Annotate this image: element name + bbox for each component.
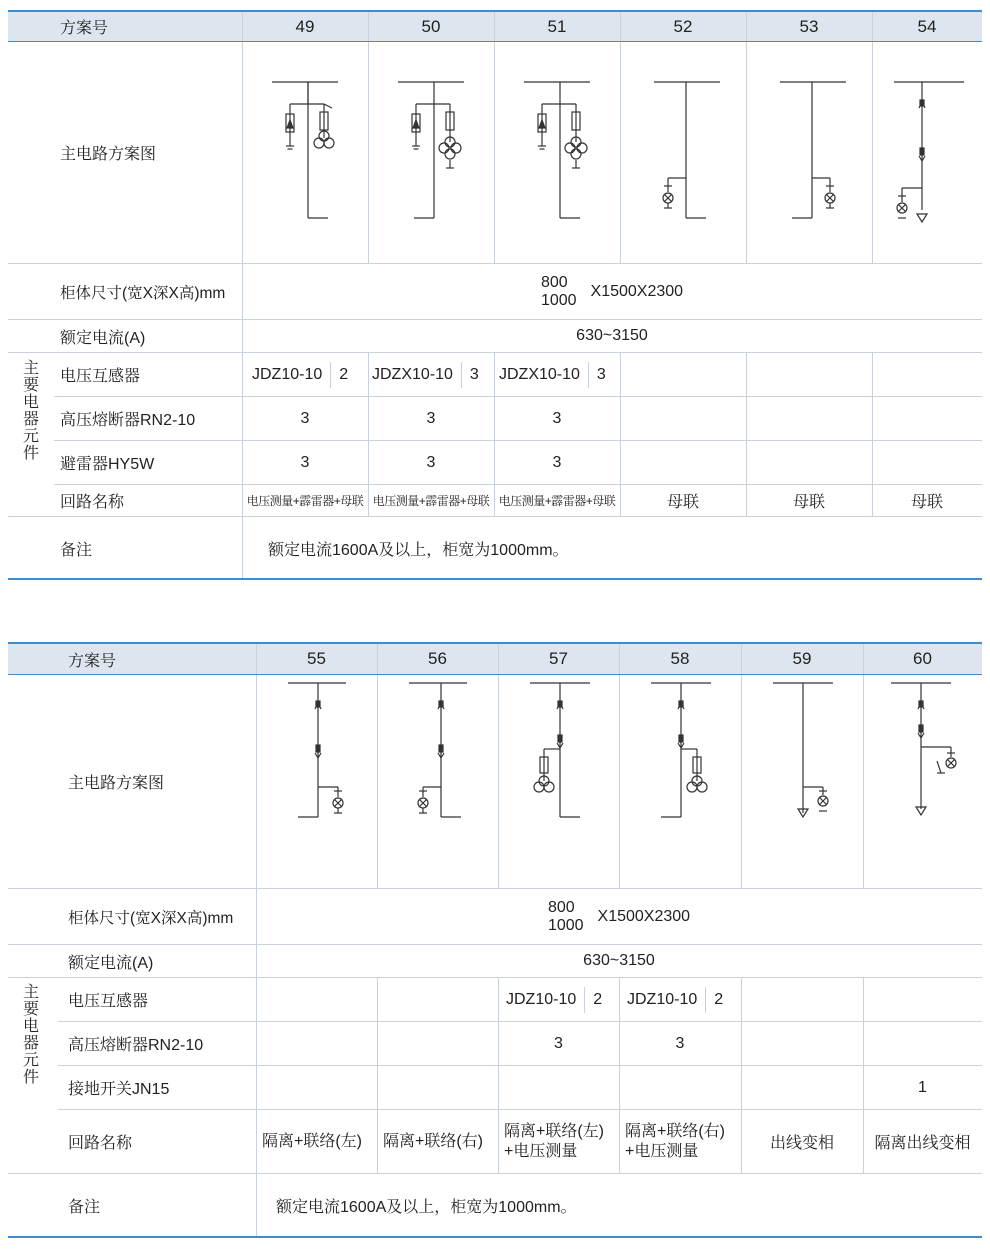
circuit-diagram-51 xyxy=(494,42,620,264)
arrester-qty: 3 xyxy=(426,453,436,471)
header-label: 方案号 xyxy=(68,652,117,670)
current-value: 630~3150 xyxy=(576,327,648,344)
pt-cell: JDZX10-10 3 xyxy=(372,353,494,396)
circuit-diagram-49 xyxy=(242,42,368,264)
earth-switch-label: 接地开关JN15 xyxy=(68,1081,170,1098)
diagram-row xyxy=(8,675,982,889)
header-label: 方案号 xyxy=(60,20,109,37)
circuit-name: 母联 xyxy=(666,494,699,511)
size-label: 柜体尺寸(宽X深X高)mm xyxy=(60,284,226,302)
circuit-diagram-53 xyxy=(746,42,872,264)
circuit-name: 隔离+联络(右) xyxy=(383,1132,484,1150)
scheme-number: 54 xyxy=(917,16,937,36)
group-label: 主 要 电 器 元 件 xyxy=(22,360,39,462)
current-row xyxy=(8,945,982,978)
scheme-number: 57 xyxy=(549,649,568,668)
scheme-number: 56 xyxy=(428,649,447,668)
size-width-800: 800 xyxy=(547,898,575,916)
size-row xyxy=(8,264,982,320)
pt-cell: JDZ10-10 2 xyxy=(252,353,368,396)
fuse-row xyxy=(54,397,982,441)
remark-row xyxy=(8,517,982,579)
remark-text: 额定电流1600A及以上，柜宽为1000mm。 xyxy=(276,1198,577,1216)
circuit-name: 电压测量+霹雷器+母联 xyxy=(498,494,616,508)
scheme-table-1 xyxy=(8,10,982,580)
circuit-name: 电压测量+霹雷器+母联 xyxy=(372,494,490,508)
size-value xyxy=(256,889,982,944)
diagram-label: 主电路方案图 xyxy=(60,146,157,163)
size-depth-height: X1500X2300 xyxy=(590,282,684,300)
arrester-row xyxy=(54,441,982,485)
remark-row xyxy=(8,1174,982,1236)
circuit-row xyxy=(8,1110,982,1174)
fuse-qty: 3 xyxy=(675,1034,685,1052)
circuit-diagram-58 xyxy=(619,675,741,889)
circuit-diagram-60 xyxy=(863,675,982,889)
circuit-label: 回路名称 xyxy=(68,1135,133,1152)
pt-label: 电压互感器 xyxy=(60,368,141,385)
scheme-number: 50 xyxy=(421,16,441,36)
current-value: 630~3150 xyxy=(583,952,655,969)
circuit-name: 隔离+联络(左) +电压测量 xyxy=(504,1122,605,1160)
current-label: 额定电流(A) xyxy=(68,954,154,972)
pt-cell: JDZX10-10 3 xyxy=(499,353,620,396)
circuit-name: 母联 xyxy=(792,494,825,511)
size-width-1000: 1000 xyxy=(540,291,577,309)
arrester-qty: 3 xyxy=(300,453,310,471)
circuit-diagram-50 xyxy=(368,42,494,264)
earth-switch-qty: 1 xyxy=(918,1078,927,1096)
remark-label: 备注 xyxy=(60,541,93,559)
circuit-diagram-55 xyxy=(256,675,377,889)
fuse-label: 高压熔断器RN2-10 xyxy=(68,1037,204,1054)
scheme-table-2 xyxy=(8,642,982,1238)
scheme-number: 52 xyxy=(673,16,693,36)
earth-switch-row xyxy=(58,1066,982,1110)
group-label: 主 要 电 器 元 件 xyxy=(22,984,39,1086)
arrester-qty: 3 xyxy=(552,453,562,471)
fuse-label: 高压熔断器RN2-10 xyxy=(60,412,196,429)
scheme-number: 49 xyxy=(295,16,315,36)
circuit-diagram-56 xyxy=(377,675,498,889)
pt-cell: JDZ10-10 2 xyxy=(506,978,619,1021)
remark-text: 额定电流1600A及以上，柜宽为1000mm。 xyxy=(268,541,569,559)
fuse-qty: 3 xyxy=(552,409,562,427)
circuit-diagram-59 xyxy=(741,675,863,889)
header-row xyxy=(8,642,982,675)
circuit-diagram-52 xyxy=(620,42,746,264)
scheme-number: 55 xyxy=(307,649,326,668)
circuit-name: 隔离出线变相 xyxy=(874,1135,971,1152)
diagram-row xyxy=(8,42,982,264)
circuit-name: 出线变相 xyxy=(769,1135,834,1152)
pt-row xyxy=(54,353,982,397)
remark-label: 备注 xyxy=(68,1198,101,1216)
scheme-number: 60 xyxy=(913,649,932,668)
circuit-name: 隔离+联络(右) +电压测量 xyxy=(625,1122,726,1160)
size-width-1000: 1000 xyxy=(547,916,584,934)
fuse-qty: 3 xyxy=(426,409,436,427)
header-row xyxy=(8,10,982,42)
current-label: 额定电流(A) xyxy=(60,329,146,347)
circuit-name: 母联 xyxy=(910,494,943,511)
scheme-number: 59 xyxy=(792,649,812,668)
scheme-number: 53 xyxy=(799,16,819,36)
pt-cell: JDZ10-10 2 xyxy=(627,978,741,1021)
scheme-number: 58 xyxy=(670,649,690,668)
size-width-800: 800 xyxy=(540,273,568,291)
circuit-diagram-57 xyxy=(498,675,619,889)
circuit-name: 隔离+联络(左) xyxy=(262,1132,363,1150)
current-row xyxy=(8,320,982,353)
scheme-number: 51 xyxy=(547,16,567,36)
size-row xyxy=(8,889,982,945)
pt-label: 电压互感器 xyxy=(68,993,149,1010)
fuse-qty: 3 xyxy=(300,409,310,427)
circuit-row xyxy=(8,485,982,517)
size-label: 柜体尺寸(宽X深X高)mm xyxy=(68,909,234,927)
pt-row xyxy=(58,978,982,1022)
fuse-qty: 3 xyxy=(554,1034,563,1052)
size-value xyxy=(242,264,982,319)
fuse-row xyxy=(58,1022,982,1066)
circuit-name: 电压测量+霹雷器+母联 xyxy=(246,494,364,508)
circuit-diagram-54 xyxy=(872,42,982,264)
size-depth-height: X1500X2300 xyxy=(597,907,691,925)
circuit-label: 回路名称 xyxy=(60,494,125,511)
diagram-label: 主电路方案图 xyxy=(68,775,165,792)
arrester-label: 避雷器HY5W xyxy=(60,456,155,473)
